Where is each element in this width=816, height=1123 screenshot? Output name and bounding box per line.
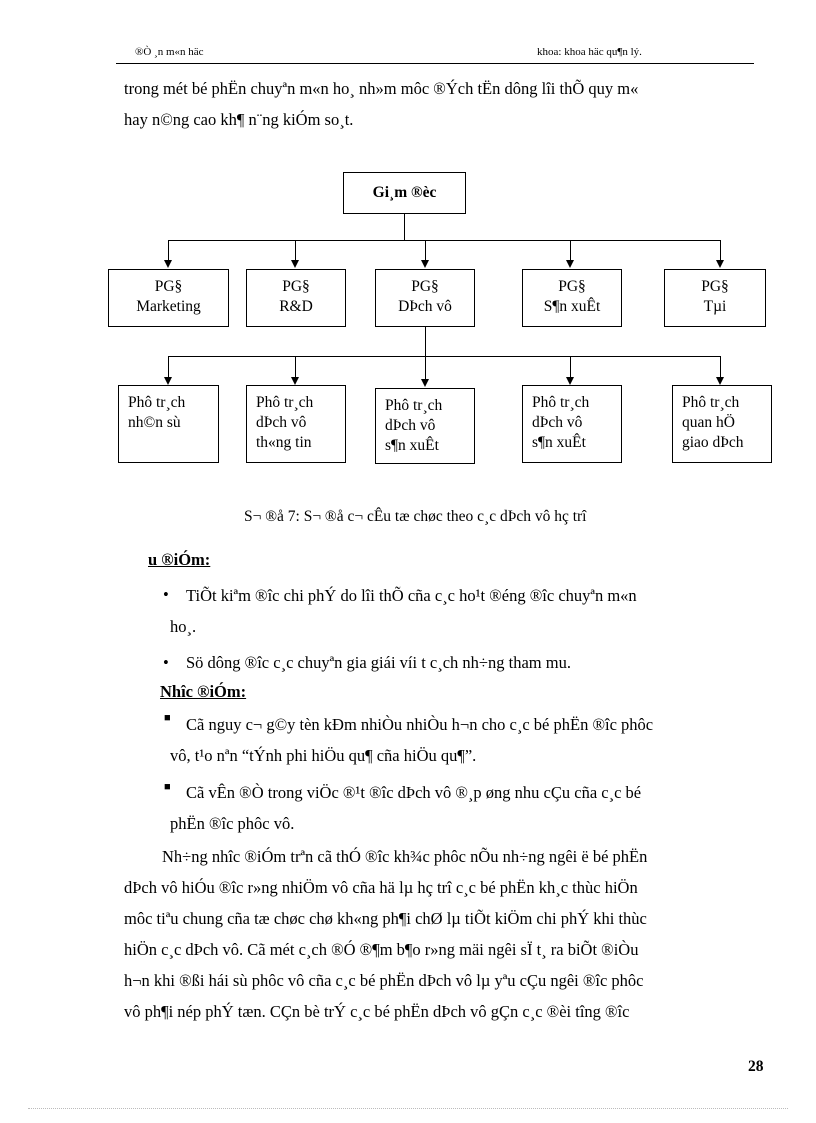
box-line: quan hÖ bbox=[682, 414, 735, 431]
square-bullet-icon: ■ bbox=[164, 712, 171, 724]
box-line: dÞch vô bbox=[385, 417, 436, 434]
header-left: ®Ò ¸n m«n häc bbox=[135, 46, 204, 58]
body-line-2: dÞch vô hiÓu ®îc r»ng nhiÖm vô cña hä lµ hç trî c¸c bé phËn kh¸c thùc hiÖn bbox=[124, 878, 638, 897]
box-line: DÞch vô bbox=[398, 298, 452, 315]
bullet-icon: • bbox=[163, 585, 169, 604]
box-line: giao dÞch bbox=[682, 434, 744, 451]
chart-box-relations bbox=[672, 385, 772, 463]
chart-box-production-services-2 bbox=[522, 385, 622, 463]
chart-connector bbox=[295, 240, 296, 260]
chart-connector bbox=[425, 356, 426, 379]
chart-connector bbox=[168, 356, 169, 377]
chart-box-rd bbox=[246, 269, 346, 327]
arrow-icon bbox=[421, 379, 429, 387]
chart-box-hr bbox=[118, 385, 219, 463]
item-line: ho¸. bbox=[170, 617, 197, 636]
chart-connector bbox=[168, 240, 721, 241]
box-line: Phô tr¸ch bbox=[682, 394, 740, 411]
chart-connector bbox=[720, 356, 721, 377]
disadvantages-heading: Nhîc ®iÓm: bbox=[160, 682, 247, 701]
box-line: Marketing bbox=[136, 298, 201, 315]
box-line: s¶n xuÊt bbox=[532, 434, 586, 451]
page-bottom-border bbox=[28, 1108, 788, 1109]
box-line: nh©n sù bbox=[128, 414, 181, 431]
chart-box-services bbox=[375, 269, 475, 327]
box-line: th«ng tin bbox=[256, 434, 312, 451]
advantage-item-1 bbox=[170, 580, 772, 642]
item-line: Cã nguy c¬ g©y tèn kÐm nhiÒu nhiÒu h¬n cho c¸c bé phËn ®îc phôc bbox=[186, 715, 654, 734]
arrow-icon bbox=[164, 377, 172, 385]
chart-connector bbox=[295, 356, 296, 377]
arrow-icon bbox=[164, 260, 172, 268]
item-line: Cã vÊn ®Ò trong viÖc ®¹t ®îc dÞch vô ®¸p øng nhu cÇu cña c¸c bé bbox=[186, 783, 642, 802]
box-line: dÞch vô bbox=[532, 414, 583, 431]
chart-connector bbox=[404, 214, 405, 240]
body-line-6: vô ph¶i nép phÝ tæn. CÇn bè trÝ c¸c bé phËn dÞch vô gÇn c¸c ®èi tîng ®îc bbox=[124, 1002, 630, 1021]
chart-connector bbox=[168, 240, 169, 260]
box-line: dÞch vô bbox=[256, 414, 307, 431]
bullet-icon: • bbox=[163, 653, 169, 672]
chart-box-director: Gi¸m ®èc bbox=[343, 172, 466, 214]
item-line: phËn ®îc phôc vô. bbox=[170, 814, 295, 833]
box-line: s¶n xuÊt bbox=[385, 437, 439, 454]
box-line: Phô tr¸ch bbox=[532, 394, 590, 411]
body-line-3: môc tiªu chung cña tæ chøc chø kh«ng ph¶i chØ lµ tiÕt kiÖm chi phÝ khi thùc bbox=[124, 909, 647, 928]
box-line: PG§ bbox=[411, 278, 439, 295]
item-line: vô, t¹o nªn “tÝnh phi hiÖu qu¶ cña hiÖu qu¶”. bbox=[170, 746, 477, 765]
chart-caption: S¬ ®å 7: S¬ ®å c¬ cÊu tæ chøc theo c¸c dÞch vô hç trî bbox=[244, 508, 587, 525]
chart-connector bbox=[720, 240, 721, 260]
body-line-5: h¬n khi ®ßi hái sù phôc vô cña c¸c bé phËn dÞch vô lµ yªu cÇu ngêi ®îc phôc bbox=[124, 971, 644, 990]
intro-line-2: hay n©ng cao kh¶ n¨ng kiÓm so¸t. bbox=[124, 110, 354, 129]
intro-line-1: trong mét bé phËn chuyªn m«n ho¸ nh»m môc ®Ých tËn dông lîi thÕ quy m« bbox=[124, 79, 639, 98]
body-line-1: Nh÷ng nhîc ®iÓm trªn cã thÓ ®îc kh¾c phôc nÕu nh÷ng ngêi ë bé phËn bbox=[162, 847, 648, 866]
body-line-4: hiÖn c¸c dÞch vô. Cã mét c¸ch ®Ó ®¶m b¶o r»ng mäi ngêi sÏ t¸ ra biÕt ®iÒu bbox=[124, 940, 639, 959]
arrow-icon bbox=[291, 260, 299, 268]
box-line: PG§ bbox=[154, 278, 183, 295]
box-line: Phô tr¸ch bbox=[385, 397, 443, 414]
chart-box-marketing bbox=[108, 269, 229, 327]
chart-connector bbox=[168, 356, 721, 357]
chart-box-finance bbox=[664, 269, 766, 327]
header-rule bbox=[116, 63, 754, 64]
advantages-heading: u ®iÓm: bbox=[148, 550, 211, 569]
arrow-icon bbox=[716, 377, 724, 385]
box-line: R&D bbox=[279, 298, 313, 315]
arrow-icon bbox=[716, 260, 724, 268]
box-line: Phô tr¸ch bbox=[256, 394, 314, 411]
chart-box-info-services bbox=[246, 385, 346, 463]
disadvantage-item-1 bbox=[170, 709, 772, 771]
item-line: TiÕt kiªm ®îc chi phÝ do lîi thÕ cña c¸c ho¹t ®éng ®îc chuyªn m«n bbox=[186, 586, 637, 605]
box-line: Tµi bbox=[703, 298, 727, 315]
arrow-icon bbox=[566, 260, 574, 268]
advantage-item-2 bbox=[186, 647, 772, 678]
box-line: PG§ bbox=[282, 278, 310, 295]
chart-connector bbox=[425, 240, 426, 260]
disadvantage-item-2 bbox=[170, 777, 772, 839]
arrow-icon bbox=[291, 377, 299, 385]
header-right: khoa: khoa häc qu¶n lý. bbox=[537, 46, 642, 58]
chart-connector bbox=[570, 356, 571, 377]
box-line: PG§ bbox=[701, 278, 729, 295]
arrow-icon bbox=[566, 377, 574, 385]
chart-box-production-services bbox=[375, 388, 475, 464]
chart-connector bbox=[570, 240, 571, 260]
arrow-icon bbox=[421, 260, 429, 268]
chart-box-production bbox=[522, 269, 622, 327]
item-line: Sö dông ®îc c¸c chuyªn gia giái víi t c¸ch nh÷ng tham mu. bbox=[186, 653, 571, 672]
box-line: S¶n xuÊt bbox=[543, 298, 601, 315]
box-line: PG§ bbox=[558, 278, 586, 295]
page-number: 28 bbox=[748, 1058, 764, 1075]
chart-connector bbox=[425, 327, 426, 356]
square-bullet-icon: ■ bbox=[164, 781, 171, 793]
box-line: Phô tr¸ch bbox=[128, 394, 186, 411]
